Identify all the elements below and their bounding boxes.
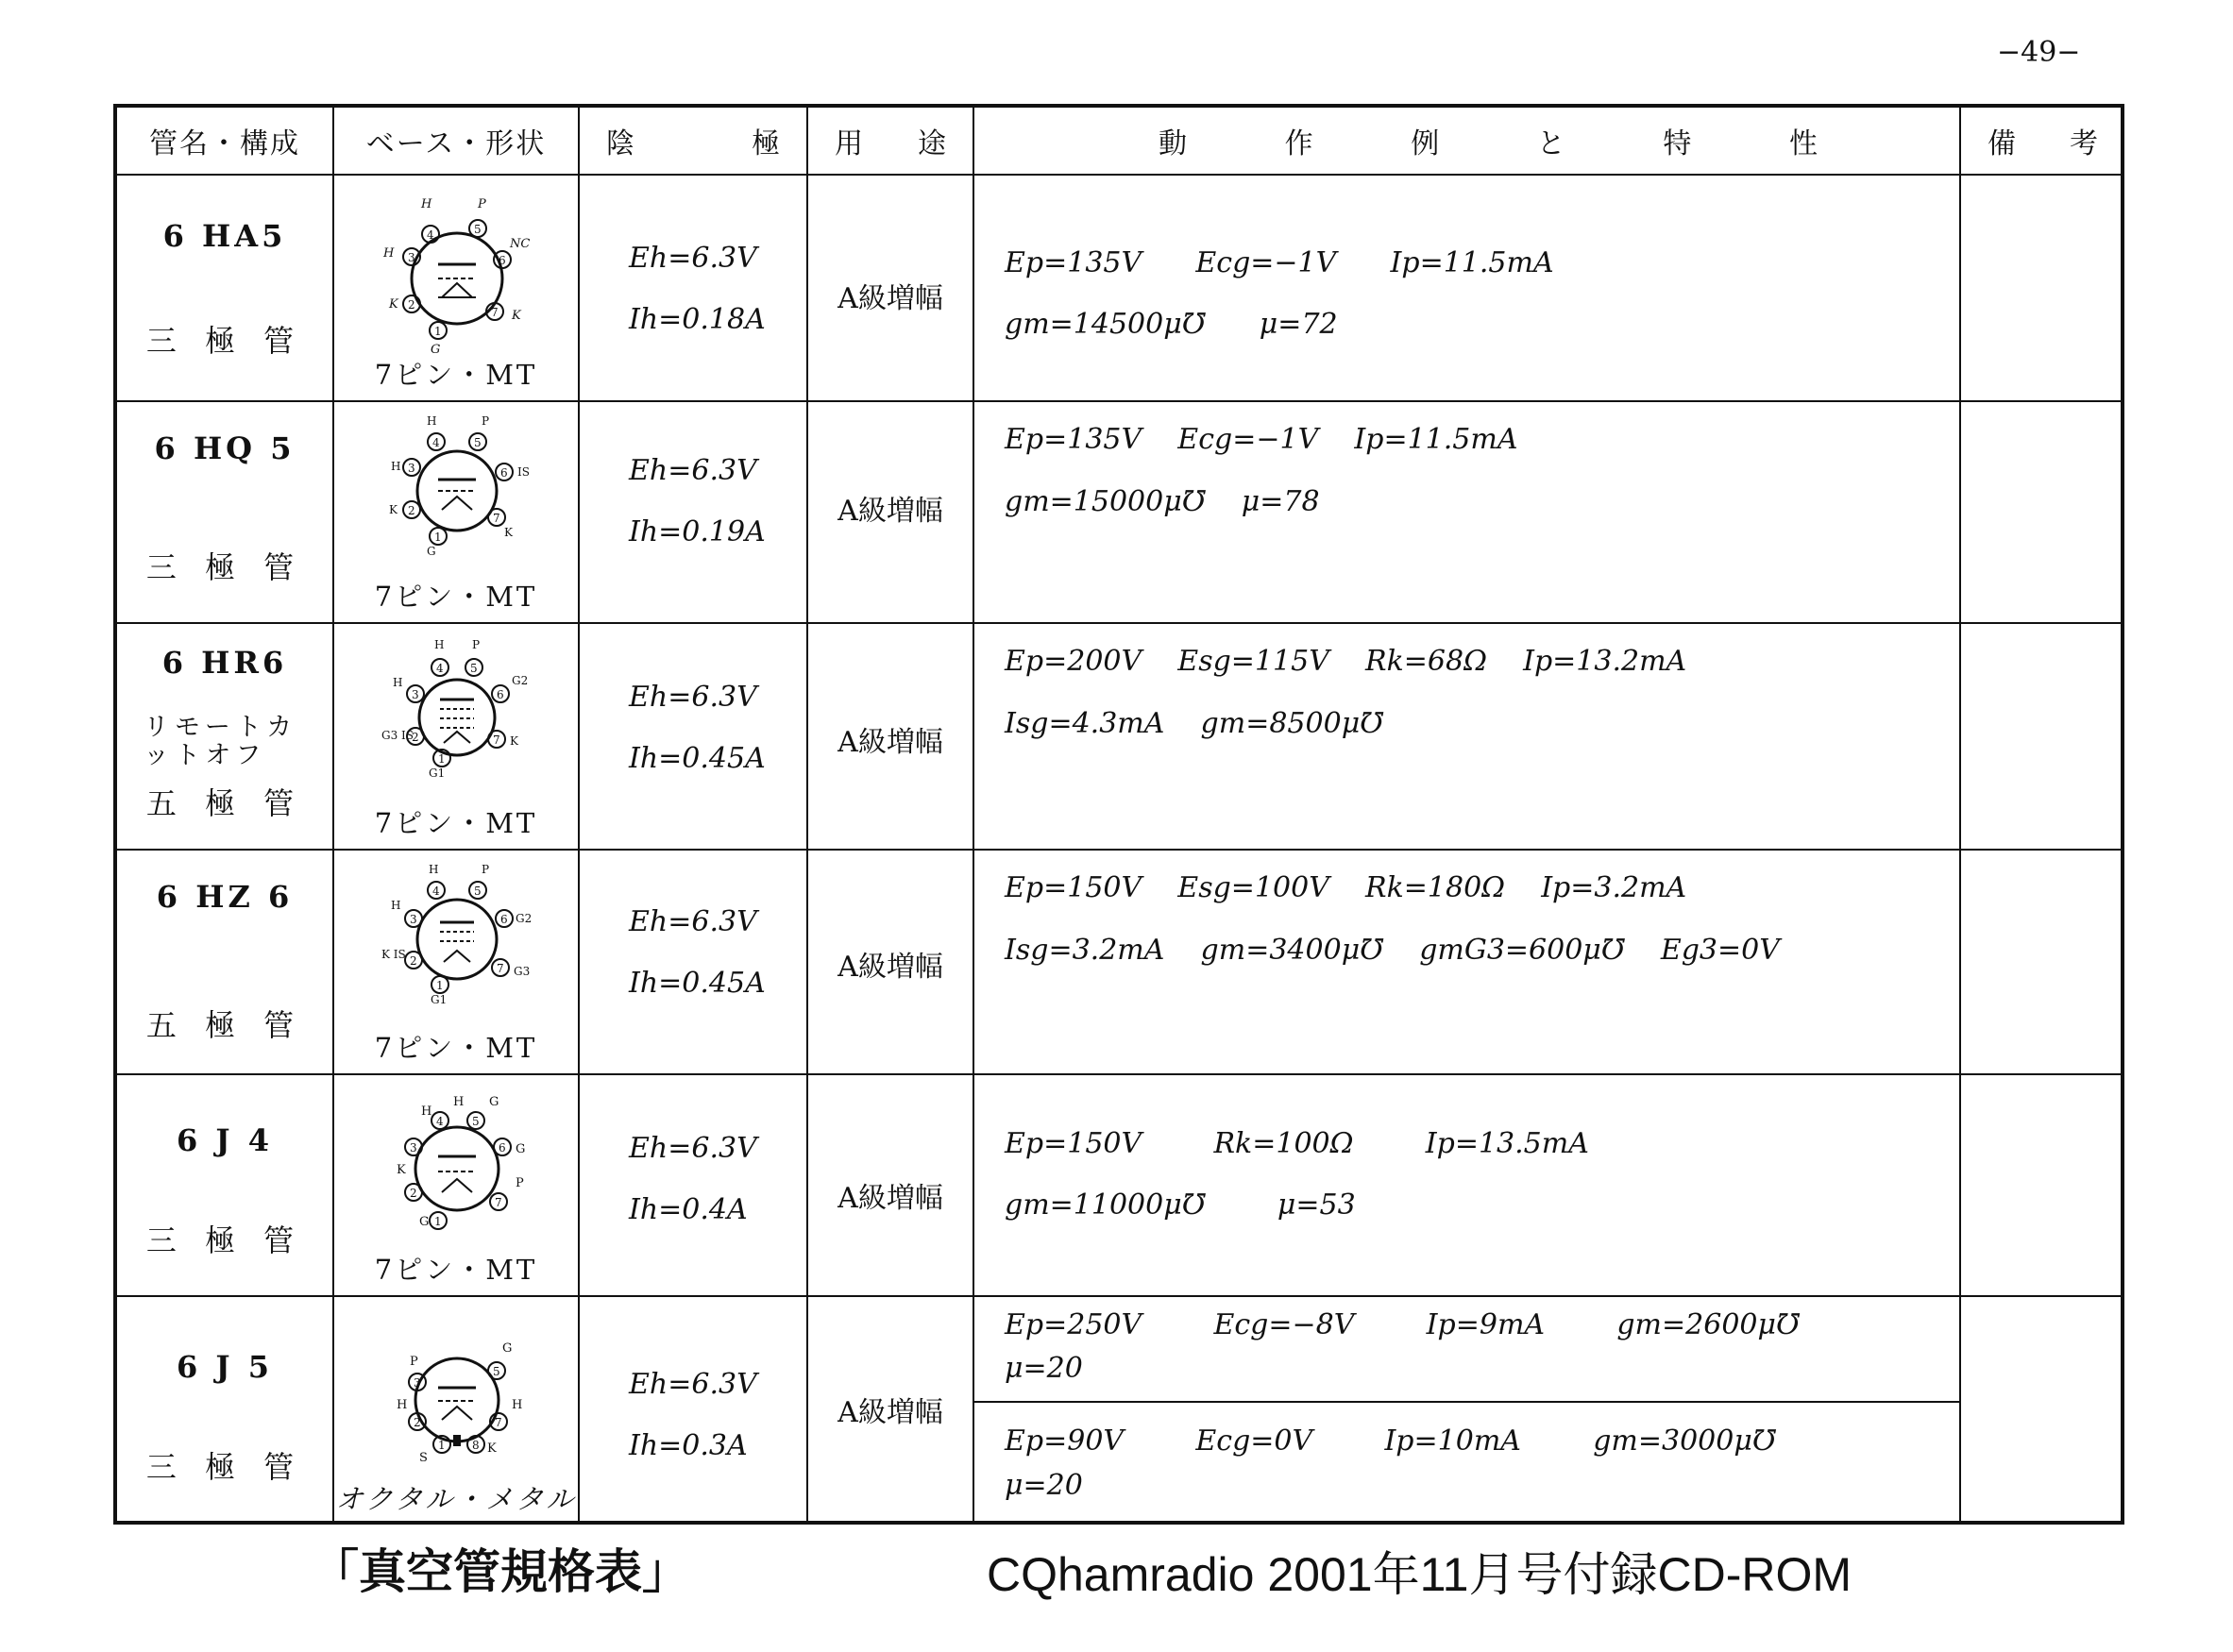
- characteristics-cell: [974, 851, 1961, 1073]
- heater-current: Ih=0.18A: [629, 303, 766, 336]
- svg-text:2: 2: [414, 1416, 421, 1429]
- svg-text:K: K: [510, 734, 518, 748]
- tube-type: 五 極 管: [145, 1007, 304, 1043]
- svg-text:4: 4: [432, 436, 440, 449]
- spec-line-1: Ep=135V Ecg=−1V Ip=11.5mA: [1005, 423, 1518, 456]
- tube-spec-table: [113, 104, 2124, 1525]
- svg-text:2: 2: [410, 954, 417, 968]
- base-pin-diagram: [372, 1310, 542, 1480]
- spec-line-1: Ep=135V Ecg=−1V Ip=11.5mA: [1005, 246, 1554, 279]
- header-notes: [1961, 108, 2124, 174]
- spec-line-1: Ep=200V Esg=115V Rk=68Ω Ip=13.2mA: [1005, 645, 1687, 678]
- base-pin-diagram: [372, 415, 542, 585]
- svg-text:P: P: [482, 864, 490, 876]
- notes-cell: [1961, 624, 2124, 849]
- header-char-1: 動: [1159, 127, 1187, 160]
- heater-current: Ih=0.45A: [629, 742, 766, 775]
- base-cell: [334, 176, 580, 400]
- use-cell: [808, 624, 974, 849]
- base-type-label: 7ピン・MT: [374, 1032, 538, 1064]
- heater-current: Ih=0.3A: [629, 1429, 748, 1462]
- use-cell: [808, 402, 974, 622]
- name-cell: [117, 1297, 334, 1525]
- spec-line-1: Ep=150V Esg=100V Rk=180Ω Ip=3.2mA: [1005, 871, 1687, 904]
- svg-text:7: 7: [495, 1196, 502, 1209]
- header-char-2: 作: [1284, 127, 1313, 160]
- svg-text:NC: NC: [510, 237, 531, 251]
- svg-text:K: K: [504, 526, 513, 539]
- tube-type: 三 極 管: [145, 549, 304, 585]
- heater-voltage: Eh=6.3V: [629, 454, 757, 487]
- svg-text:3: 3: [414, 1376, 421, 1390]
- spec-line-2: gm=11000μ℧ μ=53: [1005, 1188, 1356, 1222]
- svg-text:P: P: [478, 197, 486, 211]
- table-row: [117, 1297, 2121, 1525]
- svg-text:H: H: [421, 197, 432, 211]
- header-char-3: 例: [1411, 127, 1440, 160]
- svg-text:G: G: [419, 1215, 430, 1229]
- notes-cell: [1961, 1297, 2124, 1525]
- svg-text:H: H: [391, 899, 401, 912]
- name-cell: [117, 624, 334, 849]
- svg-text:G3: G3: [514, 965, 531, 978]
- table-row: [117, 1075, 2121, 1297]
- tube-type: 三 極 管: [145, 1222, 304, 1258]
- use-cell: [808, 1075, 974, 1295]
- cathode-cell: [580, 1297, 808, 1525]
- svg-text:4: 4: [427, 228, 434, 242]
- spec-line-2: Isg=4.3mA gm=8500μ℧: [1005, 707, 1384, 740]
- svg-text:K: K: [487, 1441, 497, 1456]
- header-use-b: 途: [918, 127, 946, 160]
- svg-text:K: K: [389, 297, 398, 312]
- tube-name: 6 J 4: [177, 1122, 273, 1158]
- name-cell: [117, 402, 334, 622]
- svg-text:H: H: [421, 1104, 432, 1119]
- tube-use: A級増幅: [837, 951, 943, 984]
- tube-type: 三 極 管: [145, 323, 304, 359]
- header-notes-a: 備: [1988, 127, 2016, 160]
- footer-source: CQhamradio 2001年11月号付録CD-ROM: [987, 1548, 1852, 1601]
- svg-text:6: 6: [500, 466, 508, 480]
- base-type-label: 7ピン・MT: [374, 581, 538, 613]
- svg-text:1: 1: [438, 752, 446, 766]
- svg-text:4: 4: [436, 662, 444, 675]
- svg-text:5: 5: [474, 885, 482, 898]
- tube-type: 三 極 管: [145, 1449, 304, 1485]
- table-row: [117, 402, 2121, 624]
- svg-text:8: 8: [472, 1439, 480, 1452]
- base-pin-diagram: [372, 637, 542, 807]
- spec-line-2: gm=14500μ℧ μ=72: [1005, 308, 1338, 341]
- svg-text:P: P: [516, 1176, 524, 1190]
- spec-line-1: Ep=150V Rk=100Ω Ip=13.5mA: [1005, 1127, 1589, 1160]
- notes-cell: [1961, 176, 2124, 400]
- svg-text:G3 IS: G3 IS: [381, 729, 414, 742]
- cathode-cell: [580, 176, 808, 400]
- svg-text:2: 2: [408, 504, 415, 517]
- characteristics-cell: [974, 624, 1961, 849]
- header-notes-b: 考: [2070, 127, 2098, 160]
- heater-current: Ih=0.4A: [629, 1193, 748, 1226]
- header-cathode-b: 極: [752, 127, 780, 160]
- svg-text:3: 3: [410, 1141, 417, 1155]
- header-cathode-a: 陰: [606, 127, 634, 160]
- svg-text:1: 1: [434, 325, 442, 338]
- svg-text:3: 3: [410, 913, 417, 926]
- name-cell: [117, 1075, 334, 1295]
- svg-text:5: 5: [493, 1365, 500, 1378]
- tube-name: 6 HZ 6: [156, 879, 294, 915]
- notes-cell: [1961, 1075, 2124, 1295]
- svg-text:H: H: [453, 1095, 465, 1109]
- header-cathode: [580, 108, 808, 174]
- svg-text:1: 1: [434, 1215, 442, 1228]
- cathode-cell: [580, 851, 808, 1073]
- svg-text:3: 3: [408, 462, 415, 475]
- heater-voltage: Eh=6.3V: [629, 1368, 757, 1401]
- svg-text:5: 5: [472, 1115, 480, 1128]
- characteristics-cell: [974, 402, 1961, 622]
- svg-text:7: 7: [493, 733, 500, 747]
- heater-current: Ih=0.19A: [629, 515, 766, 548]
- characteristics-cell: [974, 1297, 1961, 1525]
- header-characteristics: [974, 108, 1961, 174]
- tube-use: A級増幅: [837, 1182, 943, 1215]
- use-cell: [808, 851, 974, 1073]
- svg-text:G: G: [516, 1142, 526, 1156]
- svg-text:G2: G2: [516, 912, 533, 925]
- svg-text:6: 6: [500, 913, 508, 926]
- header-char-6: 性: [1788, 127, 1818, 160]
- use-cell: [808, 1297, 974, 1525]
- page-number: −49−: [1997, 36, 2081, 69]
- header-char-5: 特: [1663, 127, 1692, 160]
- header-char-4: と: [1536, 127, 1565, 160]
- tube-name: 6 HA5: [162, 218, 287, 254]
- tube-type: 五 極 管: [145, 785, 304, 821]
- svg-text:7: 7: [497, 962, 504, 975]
- heater-voltage: Eh=6.3V: [629, 905, 757, 938]
- svg-text:G: G: [427, 545, 436, 558]
- svg-text:3: 3: [408, 251, 415, 264]
- svg-text:G2: G2: [512, 674, 529, 687]
- svg-text:H: H: [512, 1398, 523, 1412]
- svg-text:1: 1: [434, 531, 442, 544]
- base-pin-diagram: [372, 1088, 542, 1258]
- base-cell: [334, 851, 580, 1073]
- svg-text:K: K: [512, 309, 521, 323]
- spec-line-3: Ep=90V Ecg=0V Ip=10mA gm=3000μ℧: [1005, 1424, 1776, 1458]
- svg-text:G1: G1: [431, 993, 448, 1006]
- svg-text:K: K: [397, 1163, 406, 1177]
- base-type-label: 7ピン・MT: [374, 807, 538, 839]
- header-use-a: 用: [835, 127, 863, 160]
- name-cell: [117, 851, 334, 1073]
- svg-text:H: H: [434, 638, 445, 651]
- heater-voltage: Eh=6.3V: [629, 1132, 757, 1165]
- base-type-label: 7ピン・MT: [374, 359, 538, 391]
- svg-text:K: K: [389, 503, 398, 516]
- svg-text:P: P: [472, 638, 481, 651]
- spec-line-2: μ=20: [1005, 1352, 1083, 1385]
- base-cell: [334, 1297, 580, 1525]
- svg-text:7: 7: [493, 512, 500, 525]
- header-name: 管名・構成: [117, 108, 334, 174]
- base-cell: [334, 402, 580, 622]
- svg-text:P: P: [482, 415, 490, 428]
- header-base: ベース・形状: [334, 108, 580, 174]
- header-use: [808, 108, 974, 174]
- svg-text:5: 5: [474, 436, 482, 449]
- svg-text:G1: G1: [429, 767, 446, 780]
- cathode-cell: [580, 402, 808, 622]
- cathode-cell: [580, 1075, 808, 1295]
- svg-text:3: 3: [412, 688, 419, 701]
- svg-text:H: H: [393, 676, 403, 689]
- svg-text:2: 2: [410, 1187, 417, 1200]
- svg-text:G: G: [502, 1341, 513, 1356]
- svg-text:H: H: [397, 1398, 408, 1412]
- svg-text:S: S: [419, 1451, 428, 1465]
- svg-text:2: 2: [408, 298, 415, 312]
- tube-use: A級増幅: [837, 1396, 943, 1429]
- header-row: [117, 108, 2121, 176]
- tube-use: A級増幅: [837, 495, 943, 528]
- tube-name: 6 HQ 5: [154, 430, 296, 466]
- spec-line-2: gm=15000μ℧ μ=78: [1005, 485, 1320, 518]
- svg-text:IS: IS: [517, 465, 530, 479]
- heater-voltage: Eh=6.3V: [629, 242, 757, 275]
- tube-name: 6 HR6: [161, 645, 288, 681]
- base-type-label: オクタル・メタル: [335, 1483, 577, 1515]
- base-pin-diagram: [372, 864, 542, 1034]
- notes-cell: [1961, 402, 2124, 622]
- svg-text:5: 5: [470, 662, 478, 675]
- svg-text:P: P: [410, 1355, 418, 1369]
- tube-name: 6 J 5: [177, 1349, 273, 1385]
- svg-text:4: 4: [436, 1115, 444, 1128]
- svg-text:H: H: [391, 460, 401, 473]
- heater-voltage: Eh=6.3V: [629, 681, 757, 714]
- svg-text:1: 1: [436, 979, 444, 992]
- svg-text:1: 1: [438, 1439, 446, 1452]
- tube-use: A級増幅: [837, 726, 943, 759]
- table-row: [117, 851, 2121, 1075]
- svg-text:6: 6: [499, 1141, 506, 1155]
- svg-text:H: H: [429, 864, 439, 876]
- svg-text:5: 5: [474, 223, 482, 236]
- svg-text:4: 4: [432, 885, 440, 898]
- cathode-cell: [580, 624, 808, 849]
- heater-current: Ih=0.45A: [629, 967, 766, 1000]
- table-row: [117, 624, 2121, 851]
- base-cell: [334, 624, 580, 849]
- base-pin-diagram: [372, 189, 542, 359]
- svg-text:7: 7: [491, 306, 499, 319]
- spec-line-2: Isg=3.2mA gm=3400μ℧ gmG3=600μ℧ Eg3=0V: [1005, 934, 1780, 967]
- base-cell: [334, 1075, 580, 1295]
- svg-text:H: H: [383, 246, 395, 261]
- table-row: [117, 176, 2121, 402]
- footer-title: 「真空管規格表」: [312, 1544, 689, 1599]
- tube-subtype: リモートカットオフ: [144, 713, 298, 770]
- characteristics-cell: [974, 176, 1961, 400]
- spec-divider: [974, 1401, 1959, 1403]
- svg-text:7: 7: [495, 1416, 502, 1429]
- characteristics-cell: [974, 1075, 1961, 1295]
- svg-text:G: G: [489, 1095, 499, 1109]
- svg-text:G: G: [431, 343, 441, 357]
- name-cell: [117, 176, 334, 400]
- spec-line-4: μ=20: [1005, 1469, 1083, 1502]
- svg-text:2: 2: [412, 731, 419, 744]
- svg-text:6: 6: [497, 688, 504, 701]
- base-type-label: 7ピン・MT: [374, 1254, 538, 1286]
- notes-cell: [1961, 851, 2124, 1073]
- use-cell: [808, 176, 974, 400]
- svg-text:K IS: K IS: [381, 948, 406, 961]
- tube-use: A級増幅: [837, 282, 943, 315]
- spec-line-1: Ep=250V Ecg=−8V Ip=9mA gm=2600μ℧: [1005, 1308, 1800, 1341]
- svg-text:H: H: [427, 415, 437, 428]
- svg-text:6: 6: [499, 254, 506, 267]
